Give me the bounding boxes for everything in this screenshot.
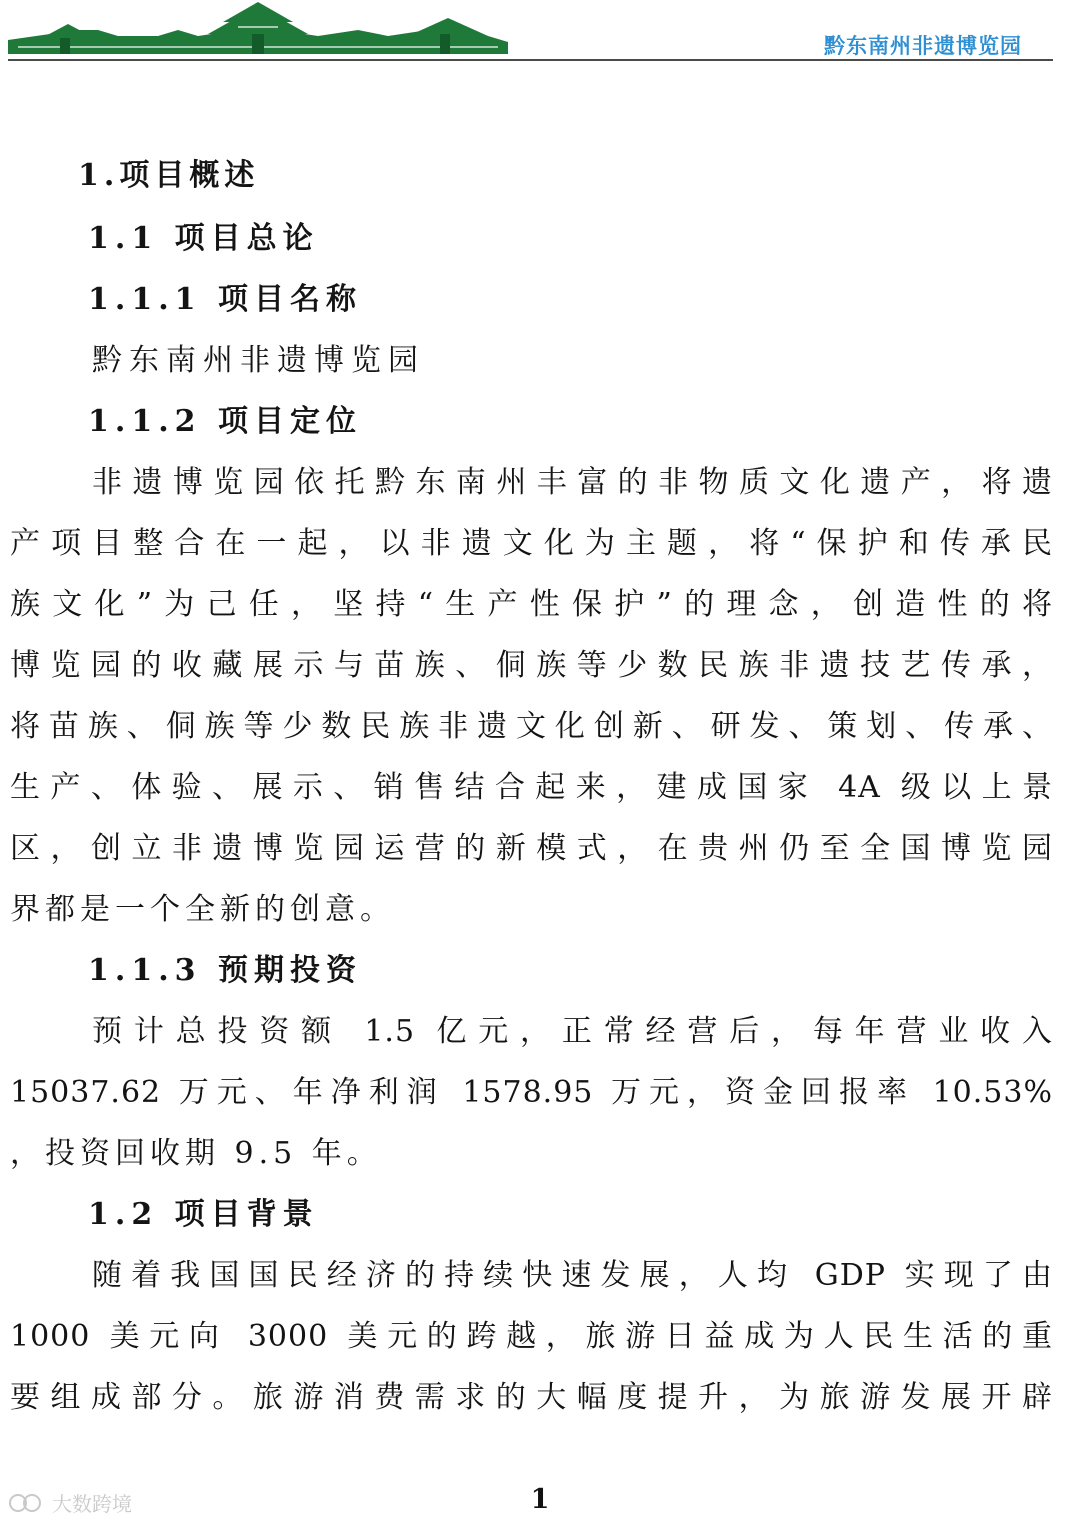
- paragraph-line: 要组成部分。旅游消费需求的大幅度提升，为旅游发展开辟: [10, 1380, 1053, 1415]
- heading-expected-investment: 1.1.3 预期投资: [88, 953, 362, 988]
- paragraph-line: 博览园的收藏展示与苗族、侗族等少数民族非遗技艺传承，: [10, 648, 1053, 683]
- paragraph-line: 将苗族、侗族等少数民族非遗文化创新、研发、策划、传承、: [10, 709, 1053, 744]
- paragraph-line: 族文化”为己任，坚持“生产性保护”的理念，创造性的将: [10, 587, 1053, 622]
- paragraph-line: 生产、体验、展示、销售结合起来，建成国家 4A 级以上景: [10, 770, 1053, 805]
- heading-project-summary: 1.1 项目总论: [88, 221, 319, 256]
- project-name-text: 黔东南州非遗博览园: [92, 343, 425, 378]
- heading-project-overview: 1.项目概述: [78, 158, 260, 193]
- page-header: [0, 0, 1080, 70]
- heading-project-name: 1.1.1 项目名称: [88, 282, 362, 317]
- watermark: [8, 1488, 132, 1517]
- pagoda-roofline-icon: [8, 0, 508, 62]
- heading-project-background: 1.2 项目背景: [88, 1197, 319, 1232]
- document-body: [10, 148, 1053, 1428]
- positioning-paragraph: [10, 452, 1053, 940]
- watermark-logo-icon: [8, 1491, 48, 1515]
- heading-project-positioning: 1.1.2 项目定位: [88, 404, 362, 439]
- paragraph-line: ，投资回收期 9.5 年。: [10, 1136, 382, 1171]
- paragraph-line: 随着我国国民经济的持续快速发展，人均 GDP 实现了由: [92, 1258, 1053, 1293]
- header-title: 黔东南州非遗博览园: [824, 34, 1022, 58]
- investment-paragraph: [10, 1001, 1053, 1184]
- header-divider: [8, 59, 1053, 61]
- background-paragraph: [10, 1245, 1053, 1428]
- paragraph-line: 产项目整合在一起，以非遗文化为主题，将“保护和传承民: [10, 526, 1053, 561]
- paragraph-line: 预计总投资额 1.5 亿元，正常经营后，每年营业收入: [92, 1014, 1053, 1049]
- watermark-text: 大数跨境: [52, 1492, 132, 1516]
- paragraph-line: 区，创立非遗博览园运营的新模式，在贵州仍至全国博览园: [10, 831, 1053, 866]
- paragraph-line: 15037.62 万元、年净利润 1578.95 万元，资金回报率 10.53%: [10, 1075, 1053, 1110]
- page-number: 1: [530, 1484, 550, 1515]
- paragraph-line: 1000 美元向 3000 美元的跨越，旅游日益成为人民生活的重: [10, 1319, 1053, 1354]
- paragraph-line: 界都是一个全新的创意。: [10, 892, 395, 927]
- paragraph-line: 非遗博览园依托黔东南州丰富的非物质文化遗产，将遗: [92, 465, 1053, 500]
